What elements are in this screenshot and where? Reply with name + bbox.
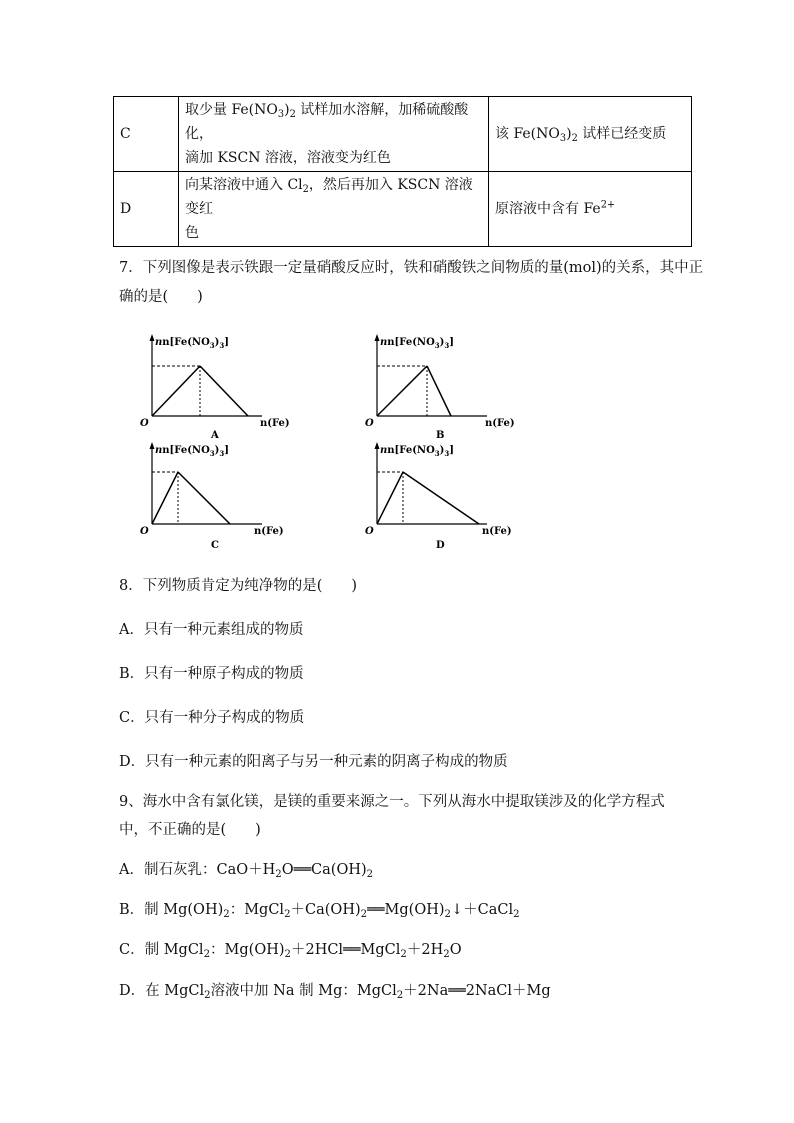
- svg-text:O: O: [365, 526, 374, 537]
- graph-name: B: [436, 430, 445, 441]
- svg-text:O: O: [140, 526, 149, 537]
- svg-text:nn[Fe(NO3)3]: $nn[Fe(NO_3)_3]$: [380, 445, 454, 458]
- table-row: [114, 97, 692, 172]
- table-row: [114, 172, 692, 247]
- question-9-option-b: B．制 $Mg(OH)_2$：$MgCl_2+Ca(OH)_2══Mg(OH)_2↓+CaCl_2$: [119, 902, 520, 921]
- graph-name: D: [436, 540, 445, 550]
- row-letter: C: [114, 97, 179, 172]
- question-8-stem: 8．下列物质肯定为纯净物的是( ): [119, 578, 358, 594]
- svg-text:nn[Fe(NO3)3]: $nn[Fe(NO_3)_3]$: [380, 337, 454, 350]
- question-9-option-c: C．制 MgCl$_2$：$Mg(OH)_2+2HCl══MgCl_2+2H_2O$: [119, 942, 462, 961]
- question-9-option-a: A．制石灰乳：$CaO+H_2O══Ca(OH)_2$: [119, 862, 374, 881]
- row-letter: D: [114, 172, 179, 247]
- graph-a: [138, 330, 313, 442]
- question-7-line2: 确的是( ): [119, 289, 203, 305]
- y-axis-label: n[Fe(NO: [162, 337, 210, 348]
- graph-c: [138, 438, 313, 550]
- question-9-stem: 9、海水中含有氯化镁，是镁的重要来源之一。下列从海水中提取镁涉及的化学方程式中，不正确的是( ): [119, 794, 665, 838]
- row-operation: 向某溶液中通入 $Cl_2$，然后再加入 KSCN 溶液变红 色: [179, 172, 489, 247]
- graph-name: A: [211, 430, 219, 441]
- graph-name: C: [211, 540, 219, 550]
- svg-text:n(Fe): n(Fe): [482, 526, 512, 537]
- question-8-option-b: B．只有一种原子构成的物质: [119, 666, 304, 682]
- origin-label: O: [140, 418, 149, 429]
- svg-text:n(Fe): n(Fe): [254, 526, 284, 537]
- question-8-option-d: D．只有一种元素的阳离子与另一种元素的阴离子构成的物质: [119, 754, 508, 770]
- question-7-line1: 7．下列图像是表示铁跟一定量硝酸反应时，铁和硝酸铁之间物质的量(mol)的关系，其中正: [119, 260, 704, 276]
- graph-d: [363, 438, 538, 550]
- x-axis-label: n(Fe): [260, 418, 290, 429]
- options-table: [113, 96, 692, 247]
- svg-text:nn[Fe(NO3)3]: $nn[Fe(NO_3)_3]$: [155, 337, 229, 350]
- svg-text:n(Fe): n(Fe): [485, 418, 515, 429]
- graph-b: [363, 330, 538, 442]
- svg-text:O: O: [365, 418, 374, 429]
- question-9-option-d: D．在 MgCl$_2$溶液中加 Na 制 Mg：MgCl$_2$＋2Na══2NaCl＋Mg: [119, 983, 551, 1002]
- row-operation: 取少量 $Fe(NO_3)_2$ 试样加水溶解，加稀硫酸酸化， 滴加 KSCN 溶液，溶液变为红色: [179, 97, 489, 172]
- row-conclusion: 该 $Fe(NO_3)_2$ 试样已经变质: [489, 97, 692, 172]
- question-8-option-a: A．只有一种元素组成的物质: [119, 622, 304, 638]
- question-8-option-c: C．只有一种分子构成的物质: [119, 710, 305, 726]
- svg-text:nn[Fe(NO3)3]: $nn[Fe(NO_3)_3]$: [155, 445, 229, 458]
- row-conclusion: 原溶液中含有 $Fe^{2+}$: [489, 172, 692, 247]
